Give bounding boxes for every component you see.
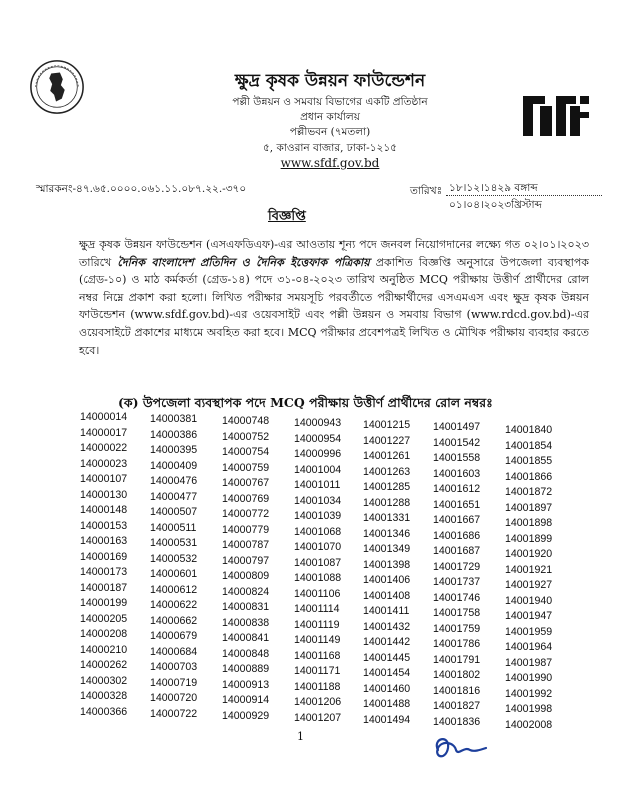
roll-number: 14000719 [150, 676, 198, 689]
roll-number: 14000328 [80, 690, 128, 702]
roll-number: 14001494 [363, 713, 411, 726]
roll-number: 14001687 [433, 545, 481, 557]
roll-number: 14000163 [80, 535, 128, 547]
roll-number: 14001758 [433, 607, 481, 619]
roll-number: 14000838 [222, 616, 270, 629]
roll-number: 14001004 [294, 463, 342, 476]
office-type: প্রধান কার্যালয় [300, 111, 360, 123]
roll-number: 14001947 [505, 610, 553, 622]
roll-number: 14001854 [505, 439, 553, 452]
roll-number: 14001442 [363, 636, 411, 648]
roll-number: 14000797 [222, 554, 270, 567]
roll-number: 14001816 [433, 684, 481, 697]
roll-number: 14001349 [363, 543, 411, 555]
office-building: পল্লীভবন (৭মতলা) [289, 126, 371, 138]
roll-number: 14000769 [222, 492, 270, 505]
roll-number: 14001940 [505, 594, 553, 607]
roll-number: 14001920 [505, 548, 553, 560]
roll-number: 14001408 [363, 589, 411, 602]
roll-number: 14000395 [150, 444, 198, 456]
roll-number: 14001737 [433, 576, 481, 588]
roll-number: 14000720 [150, 692, 198, 704]
roll-number: 14000187 [80, 581, 128, 594]
roll-number: 14001039 [294, 510, 342, 522]
roll-number: 14001836 [433, 715, 481, 728]
roll-number: 14000996 [294, 448, 342, 460]
roll-number: 14001603 [433, 467, 481, 480]
roll-number: 14000703 [150, 661, 198, 673]
roll-number: 14001855 [505, 455, 553, 467]
roll-number: 14000759 [222, 461, 270, 474]
roll-number: 14000841 [222, 632, 270, 644]
organization-name: ক্ষুদ্র কৃষক উন্নয়ন ফাউন্ডেশন [234, 71, 426, 91]
notice-body [79, 236, 589, 359]
roll-number: 14000824 [222, 585, 270, 598]
roll-number: 14000831 [222, 601, 270, 613]
roll-number: 14000722 [150, 707, 198, 720]
roll-number: 14000954 [294, 432, 342, 445]
roll-number: 14000014 [80, 411, 128, 423]
roll-number: 14001987 [505, 656, 553, 669]
date-bangla: ১৮।১২।১৪২৯ বঙ্গাব্দ [449, 182, 538, 194]
roll-number: 14001188 [294, 680, 341, 693]
notice-body-part1: ক্ষুদ্র কৃষক উন্নয়ন ফাউন্ডেশন (এসএফডিএফ)-এর আওতায় শূন্য পদে জনবল নিয়োগদানের লক্ষ্যে গত ০২।০১।২০২৩ তারিখে [79, 238, 589, 269]
roll-number: 14001445 [363, 651, 411, 664]
roll-number: 14000532 [150, 552, 198, 565]
roll-number: 14001802 [433, 669, 481, 681]
roll-number: 14000173 [80, 566, 128, 578]
roll-number: 14000023 [80, 457, 128, 470]
roll-number: 14001285 [363, 481, 411, 493]
roll-number: 14001998 [505, 703, 553, 715]
roll-number: 14001872 [505, 486, 553, 498]
roll-number: 14000914 [222, 694, 270, 706]
signature-icon [424, 728, 494, 768]
roll-number: 14001106 [294, 587, 341, 600]
date-divider [446, 195, 602, 196]
roll-number: 14001921 [505, 563, 553, 576]
roll-number: 14000386 [150, 428, 198, 441]
roll-number: 14000889 [222, 663, 270, 675]
roll-number: 14001899 [505, 532, 553, 545]
roll-number: 14001206 [294, 696, 342, 708]
roll-number: 14001927 [505, 579, 553, 591]
page-number: 1 [297, 730, 304, 743]
roll-number: 14001558 [433, 452, 481, 464]
roll-number: 14001011 [294, 479, 341, 491]
roll-number: 14000913 [222, 678, 270, 691]
roll-number: 14001398 [363, 558, 411, 571]
roll-number: 14001686 [433, 529, 481, 542]
roll-number: 14000381 [150, 413, 198, 425]
roll-number: 14000366 [80, 705, 128, 718]
roll-number: 14001087 [294, 556, 342, 569]
roll-number: 14001497 [433, 421, 481, 433]
roll-number: 14000929 [222, 709, 270, 722]
memo-number: স্মারকনং-৪৭.৬৫.০০০০.০৬১.১১.০৮৭.২২.-৩৭০ [36, 183, 247, 195]
roll-number: 14000848 [222, 647, 270, 660]
roll-number: 14000779 [222, 523, 270, 536]
roll-number: 14001288 [363, 496, 411, 509]
roll-number: 14001411 [363, 605, 410, 617]
roll-number: 14000476 [150, 475, 198, 487]
roll-number: 14001897 [505, 501, 553, 514]
roll-number: 14001964 [505, 641, 553, 653]
roll-number: 14000507 [150, 506, 198, 518]
roll-number: 14000662 [150, 614, 198, 627]
roll-number: 14000943 [294, 417, 342, 429]
roll-number: 14000752 [222, 430, 270, 443]
roll-number: 14001729 [433, 560, 481, 573]
roll-number: 14000511 [150, 521, 197, 534]
roll-number: 14000754 [222, 446, 270, 458]
roll-number: 14000205 [80, 612, 128, 625]
roll-number: 14000748 [222, 415, 270, 427]
roll-number: 14001454 [363, 667, 411, 679]
roll-number: 14001261 [363, 450, 411, 462]
roll-number: 14001207 [294, 711, 342, 724]
section-title: (ক) উপজেলা ব্যবস্থাপক পদে MCQ পরীক্ষায় উত্তীর্ণ প্রার্থীদের রোল নম্বরঃ [118, 395, 493, 410]
roll-number: 14001990 [505, 672, 553, 684]
roll-number: 14001149 [294, 634, 341, 646]
roll-number: 14001215 [363, 419, 411, 431]
newspaper-names: দৈনিক বাংলাদেশ প্রতিদিন ও দৈনিক ইত্তেফাক পত্রিকায় [117, 255, 370, 269]
roll-number: 14001070 [294, 541, 342, 553]
date-label: তারিখঃ [410, 185, 443, 197]
roll-number: 14000787 [222, 539, 270, 551]
roll-number: 14000531 [150, 537, 198, 549]
roll-number: 14001406 [363, 574, 411, 586]
notice-body-part2: প্রকাশিত বিজ্ঞপ্তি অনুসারে উপজেলা ব্যবস্থাপক (গ্রেড-১০) ও মাঠ কর্মকর্তা (গ্রেড-১৪) পদে ৩১-০৪-২০২৩ তারিখ অনুষ্ঠিত MCQ পরীক্ষায় উত্তীর্ণ প্রার্থীদের রোল নম্বর নিম্নে প্রকাশ করা হলো। লিখিত পরীক্ষার সময়সূচি পরবর্তীতে পরীক্ষার্থীদের এসএমএস এবং ক্ষুদ্র কৃষক উন্নয়ন ফাউন্ডেশন (www.sfdf.gov.bd)-এর ওয়েবসাইট এবং পল্লী উন্নয়ন ও সমবায় বিভাগ (www.rdcd.gov.bd)-এর ওয়েবসাইটে প্রকাশের মাধ্যমে অবহিত করা হবে। MCQ পরীক্ষার প্রবেশপত্রই লিখিত ও মৌখিক পরীক্ষায় ব্যবহার করতে হবে। [79, 255, 589, 357]
roll-number: 14001331 [363, 512, 411, 524]
roll-number: 14001114 [294, 603, 340, 615]
roll-number: 14001168 [294, 649, 341, 662]
roll-number: 14001119 [294, 618, 340, 631]
date-english: ০১।০৪।২০২৩খ্রিস্টাব্দ [449, 199, 542, 211]
roll-number: 14001034 [294, 494, 342, 507]
roll-number: 14001088 [294, 572, 342, 584]
roll-number: 14000022 [80, 442, 128, 454]
roll-number: 14000477 [150, 490, 198, 503]
roll-number: 14000262 [80, 659, 128, 671]
roll-number: 14000130 [80, 488, 128, 501]
roll-number: 14000622 [150, 599, 198, 611]
roll-number: 14001346 [363, 527, 411, 540]
roll-number: 14001746 [433, 591, 481, 604]
roll-number: 14000684 [150, 645, 198, 658]
roll-number: 14001542 [433, 436, 481, 449]
roll-number: 14001227 [363, 434, 411, 447]
roll-number: 14000208 [80, 628, 128, 640]
roll-number: 14000199 [80, 597, 128, 609]
roll-number: 14000772 [222, 508, 270, 520]
roll-number: 14001667 [433, 514, 481, 526]
roll-number: 14000017 [80, 426, 128, 439]
roll-number: 14001959 [505, 625, 553, 638]
roll-number: 14000767 [222, 477, 270, 489]
roll-number: 14001432 [363, 620, 411, 633]
roll-number: 14002008 [505, 718, 553, 731]
roll-number: 14001171 [294, 665, 341, 677]
website-link[interactable]: www.sfdf.gov.bd [280, 156, 380, 170]
roll-number: 14000148 [80, 504, 128, 516]
roll-number: 14000302 [80, 674, 128, 687]
roll-number: 14001488 [363, 698, 411, 710]
roll-number: 14000107 [80, 473, 128, 485]
roll-number: 14001460 [363, 682, 411, 695]
roll-number: 14001898 [505, 517, 553, 529]
roll-number: 14000210 [80, 643, 128, 656]
roll-number: 14000153 [80, 519, 128, 532]
roll-number: 14001651 [433, 498, 481, 511]
roll-number: 14001068 [294, 525, 342, 538]
roll-number: 14001263 [363, 465, 411, 478]
notice-title: বিজ্ঞপ্তি [268, 209, 306, 224]
roll-number: 14000612 [150, 583, 198, 596]
organization-parent: পল্লী উন্নয়ন ও সমবায় বিভাগের একটি প্রতিষ্ঠান [232, 96, 428, 108]
roll-number: 14001786 [433, 638, 481, 650]
roll-number: 14001827 [433, 700, 481, 712]
roll-number: 14001992 [505, 687, 553, 700]
roll-number: 14001791 [433, 653, 481, 666]
roll-number: 14001759 [433, 622, 481, 635]
office-address: ৫, কাওরান বাজার, ঢাকা-১২১৫ [262, 142, 397, 154]
roll-number: 14000679 [150, 630, 198, 642]
roll-number: 14000169 [80, 550, 128, 563]
roll-number: 14000809 [222, 570, 270, 582]
government-logo-icon [28, 58, 86, 116]
roll-number: 14000409 [150, 459, 198, 472]
roll-number: 14001866 [505, 470, 553, 483]
roll-number: 14001612 [433, 483, 481, 495]
roll-number: 14001840 [505, 424, 553, 436]
roll-number: 14000601 [150, 568, 198, 580]
